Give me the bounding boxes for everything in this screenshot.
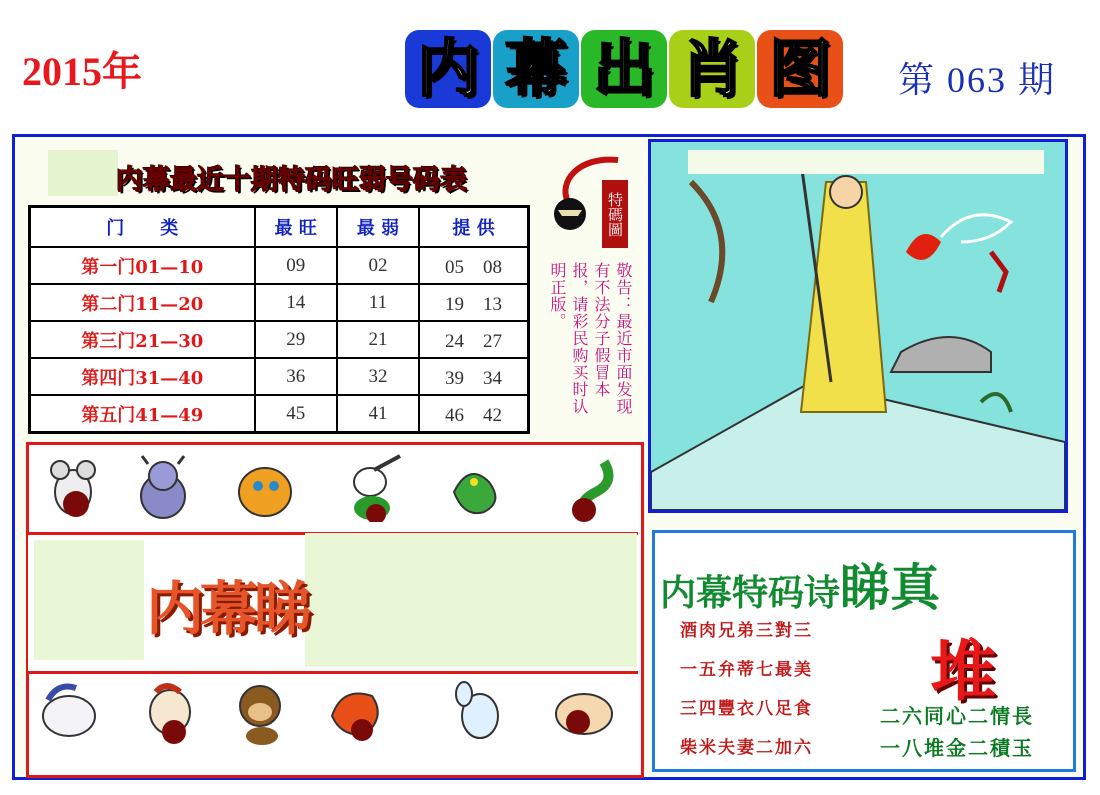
monkey-icon [226,676,296,746]
door-cell: 第三门21—30 [30,321,255,358]
poem-title-main: 内幕特码诗 [660,573,841,614]
table-row [30,358,529,395]
title-char-1: 内 [405,30,491,108]
min-cell: 11 [337,284,419,321]
poem-extra-line: 一八堆金二積玉 [880,736,1034,760]
pig-icon [548,676,618,746]
poem-line: 酒肉兄弟三對三 [680,621,813,641]
year-label: 2015年 [22,49,142,94]
page-title [405,30,845,108]
decor-panel-left [34,540,144,660]
dragon-icon [444,452,514,522]
max-cell: 36 [255,358,337,395]
max-cell: 09 [255,247,337,284]
rooster-icon [322,676,392,746]
min-cell: 32 [337,358,419,395]
door-cell: 第四门31—40 [30,358,255,395]
notice-text: 敬告：最近市面发现有不法分子假冒本报，请彩民购买时认明正版。 [548,262,633,415]
illustration-emperor [648,139,1068,513]
ox-icon [128,452,198,522]
table-row [30,247,529,284]
horse-icon [34,676,104,746]
rabbit-icon [340,452,410,522]
max-cell: 29 [255,321,337,358]
poem-line: 三四豐衣八足食 [680,699,813,719]
stamp-seal: 特碼圖 [602,180,628,248]
max-cell: 14 [255,284,337,321]
illustration-caption-bar [688,150,1044,174]
header-min: 最 弱 [337,207,419,248]
table-row [30,321,529,358]
number-table [28,205,530,434]
decor-panel-right [305,533,637,667]
poem-title [660,548,940,620]
header-door: 门 类 [30,207,255,248]
table-row [30,284,529,321]
provide-cell: 19 13 [419,284,528,321]
snake-icon [546,452,616,522]
min-cell: 02 [337,247,419,284]
title-char-3: 出 [581,30,667,108]
poem-line: 柴米夫妻二加六 [680,738,813,758]
header-max: 最 旺 [255,207,337,248]
header-provide: 提 供 [419,207,528,248]
provide-cell: 24 27 [419,321,528,358]
tiger-icon [230,452,300,522]
max-cell: 45 [255,395,337,433]
poem-extra-line: 二六同心二情長 [880,704,1034,728]
door-cell: 第五门41—49 [30,395,255,433]
dog-icon [444,676,514,746]
poem-lines [680,612,813,768]
decor-panel [48,150,118,196]
table-row [30,395,529,433]
provide-cell: 05 08 [419,247,528,284]
provide-cell: 46 42 [419,395,528,433]
door-cell: 第一门01—10 [30,247,255,284]
title-char-5: 图 [757,30,843,108]
door-cell: 第二门11—20 [30,284,255,321]
provide-cell: 39 34 [419,358,528,395]
min-cell: 21 [337,321,419,358]
title-char-2: 幕 [493,30,579,108]
poem-extra [880,700,1034,764]
table-header-row [30,207,529,248]
poem-title-end: 睇真 [840,559,941,617]
emperor-scene-icon [651,142,1065,510]
middle-label: 内幕睇 [146,575,309,643]
title-char-4: 肖 [669,30,755,108]
poem-answer: 堆 [930,633,996,710]
table-title: 内幕最近十期特码旺弱号码表 [116,165,467,196]
poem-line: 一五弁蒂七最美 [680,660,813,680]
goat-icon [136,676,206,746]
issue-number: 第 063 期 [898,60,1057,100]
rat-icon [38,452,108,522]
min-cell: 41 [337,395,419,433]
